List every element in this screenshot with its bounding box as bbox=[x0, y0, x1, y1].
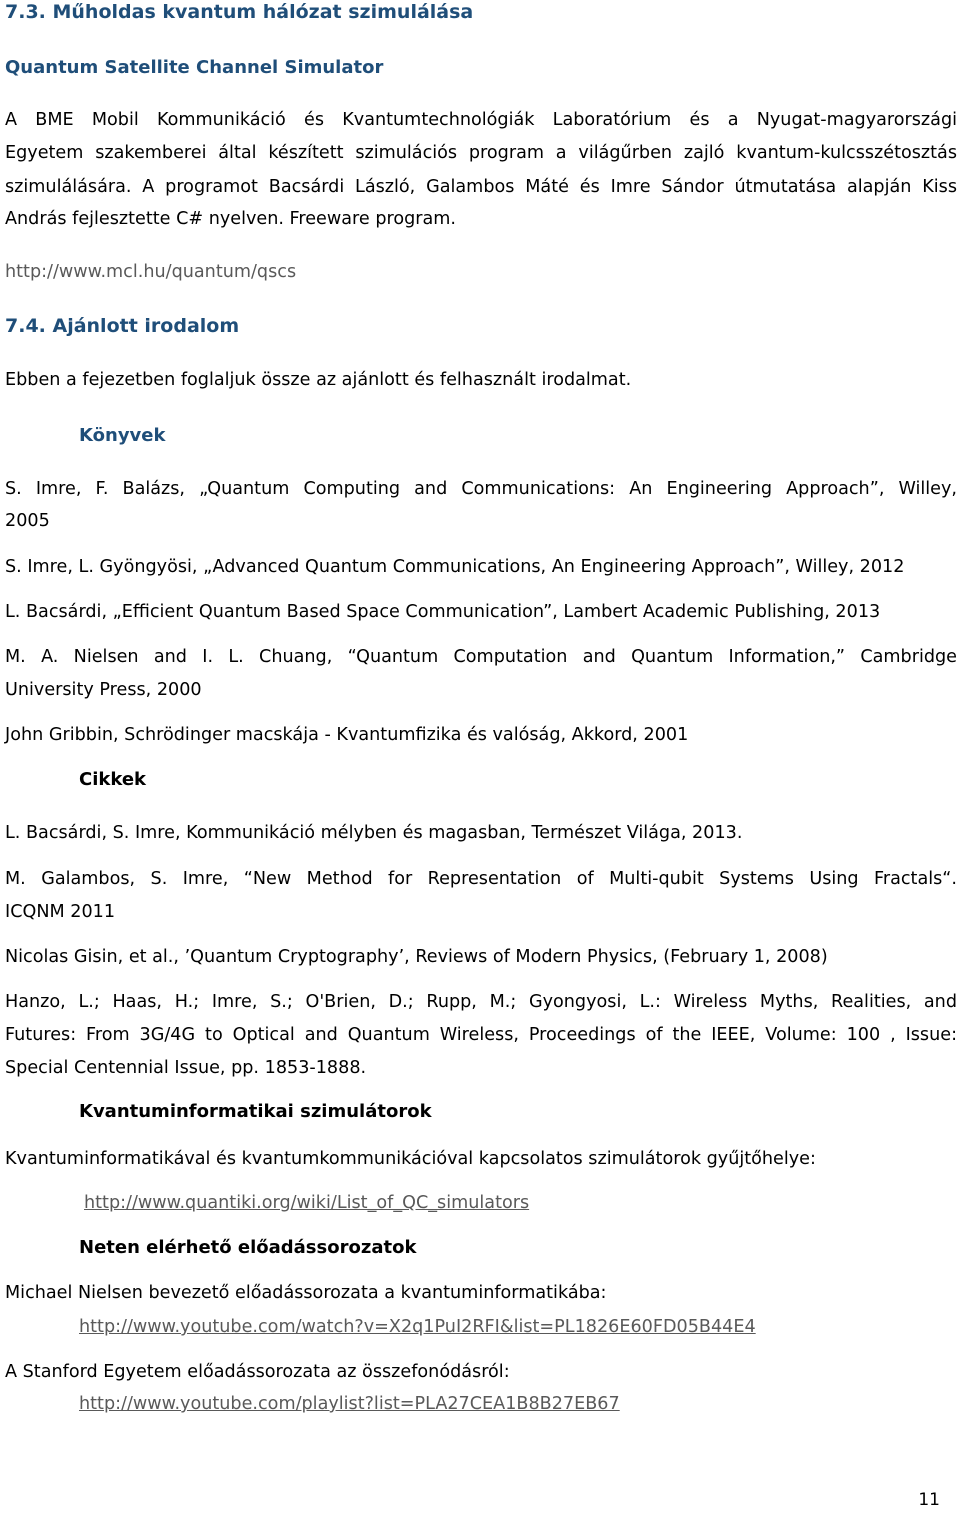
section-7-4-intro: Ebben a fejezetben foglaljuk össze az ajánlott és felhasznált irodalmat. bbox=[5, 370, 632, 390]
article-ref-4-line-3: Special Centennial Issue, pp. 1853-1888. bbox=[5, 1058, 367, 1078]
simulators-heading: Kvantuminformatikai szimulátorok bbox=[79, 1101, 432, 1122]
article-ref-3: Nicolas Gisin, et al., ’Quantum Cryptography’, Reviews of Modern Physics, (February 1, 2008) bbox=[5, 947, 828, 967]
book-ref-5: John Gribbin, Schrödinger macskája - Kvantumfizika és valóság, Akkord, 2001 bbox=[5, 725, 689, 745]
article-ref-4-line-2: Futures: From 3G/4G to Optical and Quantum Wireless, Proceedings of the IEEE, Volume: 100 , Issue: bbox=[5, 1025, 957, 1045]
section-7-4-heading: 7.4. Ajánlott irodalom bbox=[5, 315, 240, 337]
simulator-title: Quantum Satellite Channel Simulator bbox=[5, 57, 384, 78]
section-7-3-heading: 7.3. Műholdas kvantum hálózat szimulálása bbox=[5, 1, 474, 23]
book-ref-4-line-1: M. A. Nielsen and I. L. Chuang, “Quantum Computation and Quantum Information,” Cambridge bbox=[5, 647, 957, 667]
qscs-link[interactable]: http://www.mcl.hu/quantum/qscs bbox=[5, 262, 297, 282]
book-ref-2: S. Imre, L. Gyöngyösi, „Advanced Quantum Communications, An Engineering Approach”, Willey, 2012 bbox=[5, 557, 905, 577]
paragraph-line-1: A BME Mobil Kommunikáció és Kvantumtechnológiák Laboratórium és a Nyugat-magyarországi bbox=[5, 110, 957, 130]
stanford-lecture-text: A Stanford Egyetem előadássorozata az összefonódásról: bbox=[5, 1362, 510, 1382]
article-ref-2-line-1: M. Galambos, S. Imre, “New Method for Representation of Multi-qubit Systems Using Fractals“. bbox=[5, 869, 957, 889]
paragraph-line-4: András fejlesztette C# nyelven. Freeware program. bbox=[5, 209, 457, 229]
quantiki-link[interactable]: http://www.quantiki.org/wiki/List_of_QC_simulators bbox=[84, 1193, 530, 1213]
book-ref-1-line-1: S. Imre, F. Balázs, „Quantum Computing and Communications: An Engineering Approach”, Willey, bbox=[5, 479, 957, 499]
paragraph-line-3: szimulálására. A programot Bacsárdi László, Galambos Máté és Imre Sándor útmutatása alapján Kiss bbox=[5, 177, 957, 197]
book-ref-1-line-2: 2005 bbox=[5, 511, 50, 531]
simulators-text: Kvantuminformatikával és kvantumkommunikációval kapcsolatos szimulátorok gyűjtőhelye: bbox=[5, 1149, 816, 1169]
nielsen-lecture-text: Michael Nielsen bevezető előadássorozata a kvantuminformatikába: bbox=[5, 1283, 607, 1303]
article-ref-4-line-1: Hanzo, L.; Haas, H.; Imre, S.; O'Brien, D.; Rupp, M.; Gyongyosi, L.: Wireless Myths, Realities, and bbox=[5, 992, 957, 1012]
book-ref-4-line-2: University Press, 2000 bbox=[5, 680, 202, 700]
paragraph-line-2: Egyetem szakemberei által készített szimulációs program a világűrben zajló kvantum-kulcsszétosztás bbox=[5, 143, 957, 163]
article-ref-2-line-2: ICQNM 2011 bbox=[5, 902, 116, 922]
nielsen-lecture-link[interactable]: http://www.youtube.com/watch?v=X2q1PuI2RFI&list=PL1826E60FD05B44E4 bbox=[79, 1317, 756, 1337]
stanford-lecture-link[interactable]: http://www.youtube.com/playlist?list=PLA27CEA1B8B27EB67 bbox=[79, 1394, 620, 1414]
books-heading: Könyvek bbox=[79, 425, 166, 446]
lectures-heading: Neten elérhető előadássorozatok bbox=[79, 1237, 417, 1258]
articles-heading: Cikkek bbox=[79, 769, 147, 790]
page-number: 11 bbox=[918, 1490, 940, 1510]
book-ref-3: L. Bacsárdi, „Efficient Quantum Based Space Communication”, Lambert Academic Publishing, 2013 bbox=[5, 602, 881, 622]
article-ref-1: L. Bacsárdi, S. Imre, Kommunikáció mélyben és magasban, Természet Világa, 2013. bbox=[5, 823, 743, 843]
